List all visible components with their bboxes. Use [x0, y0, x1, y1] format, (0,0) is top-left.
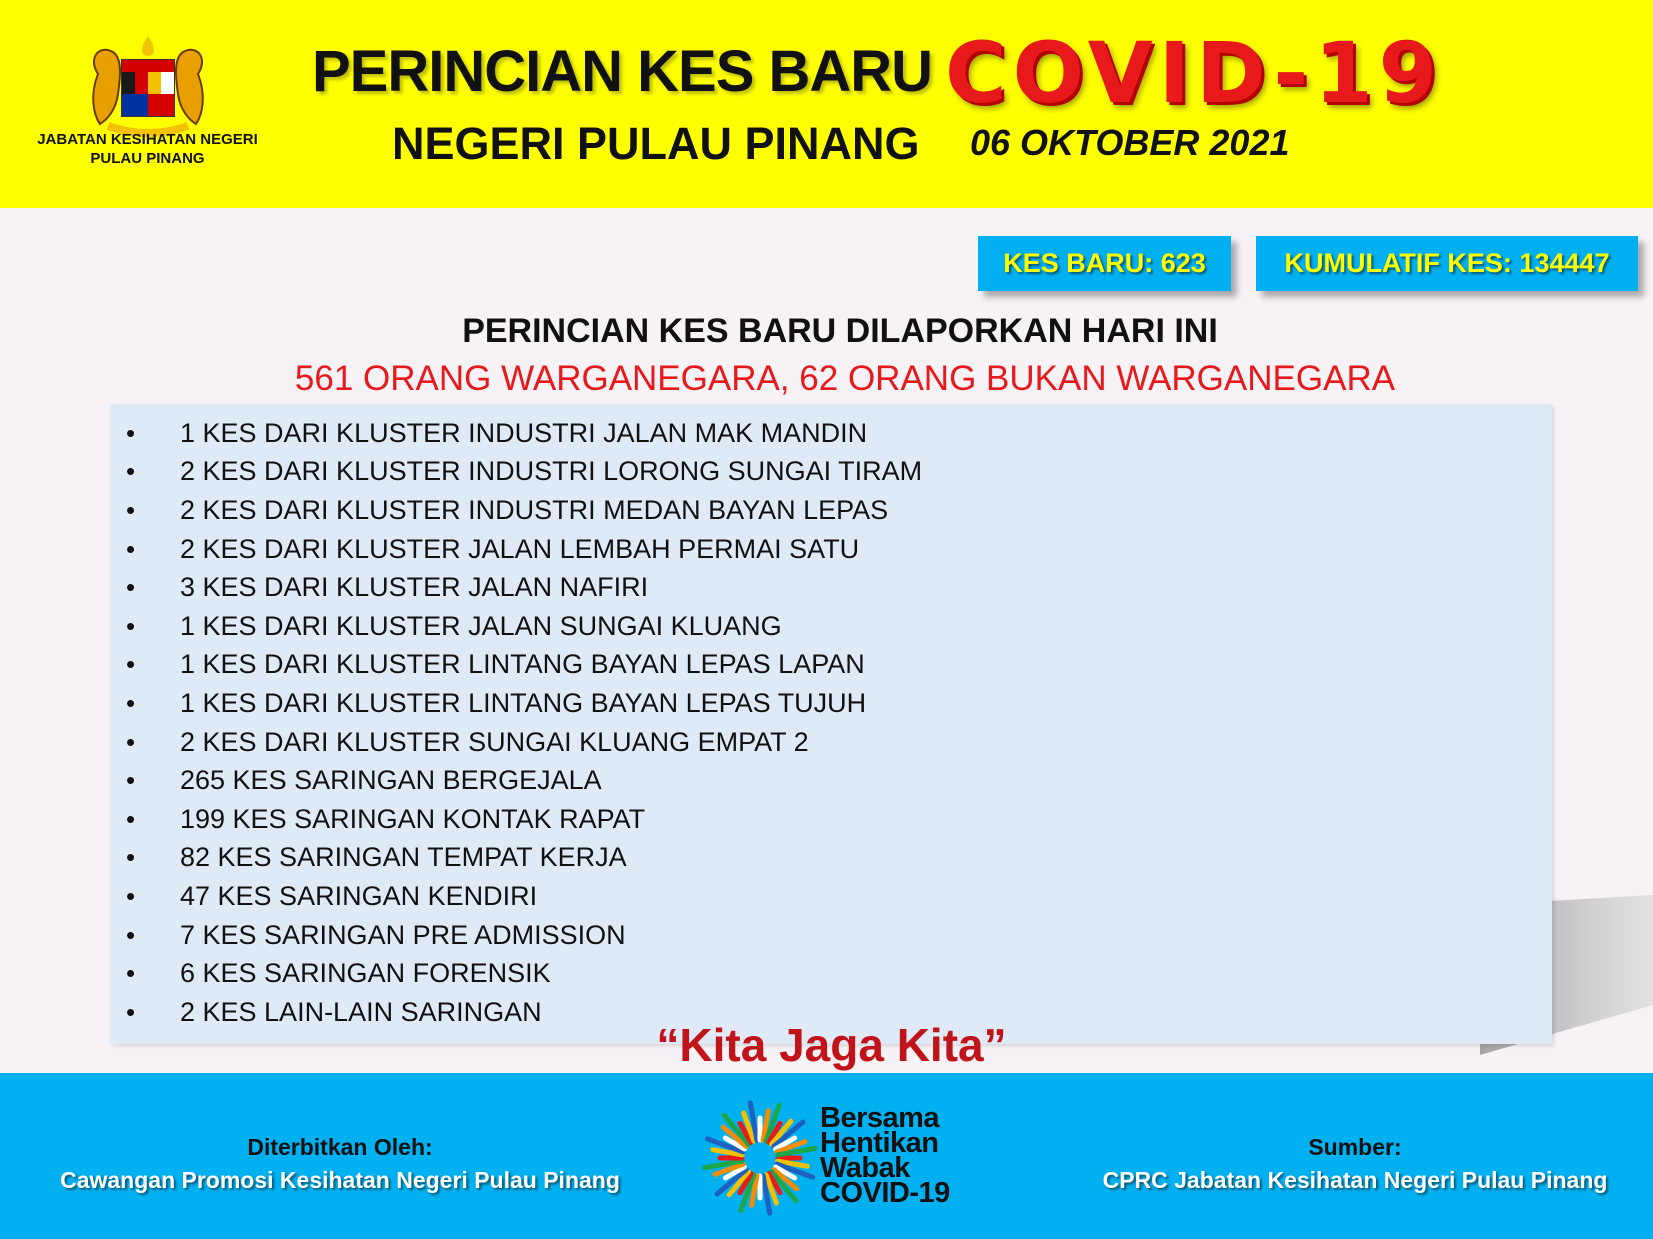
list-item: [126, 646, 922, 685]
case-item-text: 2 KES LAIN-LAIN SARINGAN: [180, 996, 542, 1027]
list-item: [126, 723, 922, 762]
bullet-icon: •: [126, 417, 136, 448]
case-item-text: 1 KES DARI KLUSTER JALAN SUNGAI KLUANG: [180, 610, 782, 641]
slogan: “Kita Jaga Kita”: [656, 1019, 1007, 1071]
campaign-line: Wabak: [820, 1152, 910, 1184]
list-item: [126, 568, 922, 607]
case-details-panel: [110, 404, 1552, 1044]
covid-label: COVID-19: [945, 24, 1444, 122]
list-item: [126, 684, 922, 723]
campaign-logo-text: [820, 1102, 950, 1209]
list-item: [126, 877, 922, 916]
case-list: [126, 414, 922, 1032]
bullet-icon: •: [126, 996, 136, 1027]
bullet-icon: •: [126, 880, 136, 911]
campaign-line: COVID-19: [820, 1177, 950, 1209]
bullet-icon: •: [126, 533, 136, 564]
publisher-label: Diterbitkan Oleh:: [247, 1134, 433, 1160]
case-item-text: 6 KES SARINGAN FORENSIK: [180, 958, 551, 989]
bullet-icon: •: [126, 456, 136, 487]
bullet-icon: •: [126, 649, 136, 680]
list-item: [126, 839, 922, 878]
case-item-text: 47 KES SARINGAN KENDIRI: [180, 880, 538, 911]
new-cases-badge: KES BARU: 623: [978, 236, 1231, 291]
cumulative-cases-badge: KUMULATIF KES: 134447: [1256, 236, 1638, 291]
section-subtitle: 561 ORANG WARGANEGARA, 62 ORANG BUKAN WARGANEGARA: [294, 359, 1396, 398]
list-item: [126, 530, 922, 569]
bullet-icon: •: [126, 572, 136, 603]
case-item-text: 1 KES DARI KLUSTER LINTANG BAYAN LEPAS TUJUH: [180, 687, 867, 718]
bullet-icon: •: [126, 494, 136, 525]
case-item-text: 265 KES SARINGAN BERGEJALA: [180, 765, 602, 796]
list-item: [126, 761, 922, 800]
list-item: [126, 916, 922, 955]
case-item-text: 199 KES SARINGAN KONTAK RAPAT: [180, 803, 646, 834]
bullet-icon: •: [126, 803, 136, 834]
case-item-text: 2 KES DARI KLUSTER JALAN LEMBAH PERMAI SATU: [180, 533, 860, 564]
list-item: [126, 414, 922, 453]
list-item: [126, 954, 922, 993]
case-item-text: 2 KES DARI KLUSTER INDUSTRI LORONG SUNGAI TIRAM: [180, 456, 923, 487]
page-subtitle: NEGERI PULAU PINANG: [392, 118, 920, 169]
case-item-text: 82 KES SARINGAN TEMPAT KERJA: [180, 842, 627, 873]
campaign-line: Bersama: [820, 1102, 940, 1134]
source-label: Sumber:: [1308, 1134, 1402, 1160]
bullet-icon: •: [126, 726, 136, 757]
campaign-sunburst-icon: [700, 1098, 820, 1218]
publisher-name: Cawangan Promosi Kesihatan Negeri Pulau Pinang: [60, 1167, 620, 1193]
source-name: CPRC Jabatan Kesihatan Negeri Pulau Pinang: [1102, 1167, 1608, 1193]
case-item-text: 2 KES DARI KLUSTER SUNGAI KLUANG EMPAT 2: [180, 726, 809, 757]
case-item-text: 1 KES DARI KLUSTER LINTANG BAYAN LEPAS LAPAN: [180, 649, 865, 680]
bullet-icon: •: [126, 610, 136, 641]
list-item: [126, 607, 922, 646]
section-title: PERINCIAN KES BARU DILAPORKAN HARI INI: [462, 312, 1218, 350]
campaign-line: Hentikan: [820, 1127, 939, 1159]
bullet-icon: •: [126, 687, 136, 718]
list-item: [126, 800, 922, 839]
case-item-text: 3 KES DARI KLUSTER JALAN NAFIRI: [180, 572, 649, 603]
case-item-text: 1 KES DARI KLUSTER INDUSTRI JALAN MAK MANDIN: [180, 417, 868, 448]
list-item: [126, 491, 922, 530]
header-banner: [0, 0, 1653, 208]
bullet-icon: •: [126, 919, 136, 950]
department-name: JABATAN KESIHATAN NEGERI PULAU PINANG: [37, 131, 258, 167]
case-item-text: 7 KES SARINGAN PRE ADMISSION: [180, 919, 626, 950]
bullet-icon: •: [126, 842, 136, 873]
page-title: PERINCIAN KES BARU: [312, 39, 933, 104]
coat-of-arms-icon: [78, 34, 218, 144]
bullet-icon: •: [126, 765, 136, 796]
bullet-icon: •: [126, 958, 136, 989]
list-item: [126, 453, 922, 492]
report-date: 06 OKTOBER 2021: [970, 122, 1290, 163]
case-item-text: 2 KES DARI KLUSTER INDUSTRI MEDAN BAYAN LEPAS: [180, 494, 889, 525]
